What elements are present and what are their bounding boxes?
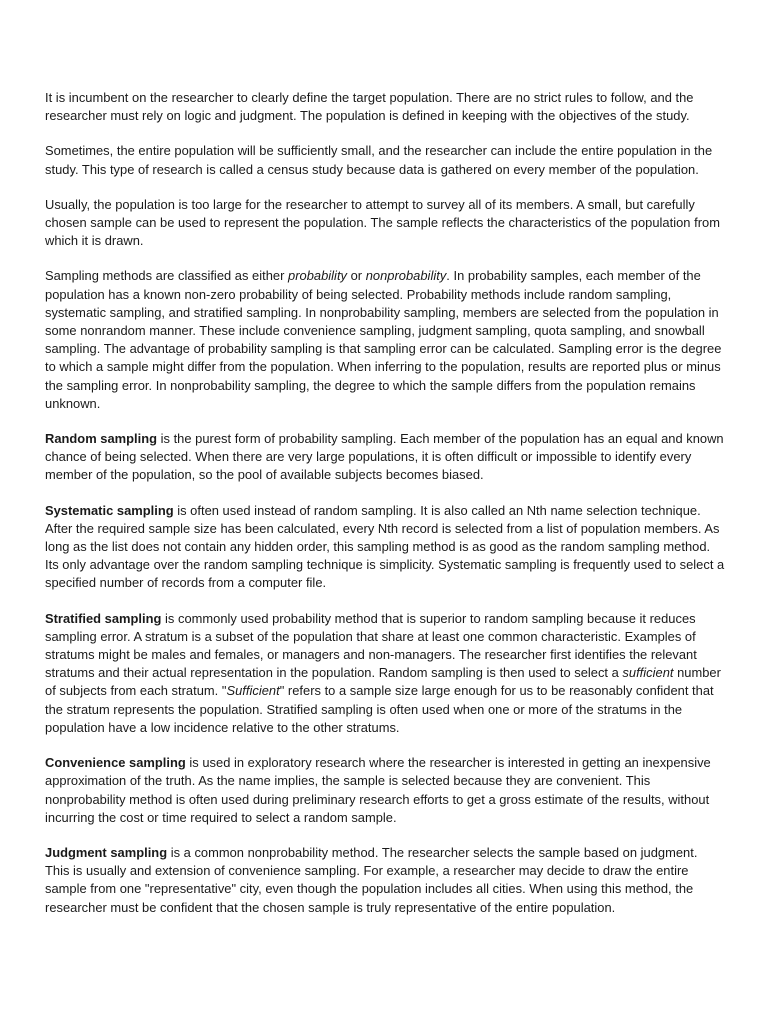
document-body xyxy=(45,89,725,934)
text-run: " refers to a sample size large enough for us to be reasonably confident that the stratum represents the population. Stratified sampling is often used when one or more of the stratums in the population have a low incidence relative to the other stratums. xyxy=(45,683,714,735)
emphasis-sufficient-quoted: Sufficient xyxy=(226,683,280,699)
term-systematic-sampling: Systematic sampling xyxy=(45,502,174,518)
paragraph-random-sampling xyxy=(45,430,725,485)
paragraph-judgment-sampling xyxy=(45,844,725,917)
paragraph-sampling-methods xyxy=(45,267,725,413)
term-convenience-sampling: Convenience sampling xyxy=(45,755,186,771)
emphasis-probability: probability xyxy=(288,268,348,284)
paragraph-systematic-sampling xyxy=(45,502,725,593)
text-run: is a common nonprobability method. The researcher selects the sample based on judgment. This is usually and extension of convenience sampling. For example, a researcher may decide to draw the entire sample from one "representative" city, even though the population includes all cities. When using this method, the researcher must be confident that the chosen sample is truly representative of the entire population. xyxy=(45,844,698,915)
paragraph-stratified-sampling xyxy=(45,610,725,737)
paragraph-target-population: It is incumbent on the researcher to clearly define the target population. There are no strict rules to follow, and the researcher must rely on logic and judgment. The population is defined in keeping with the objectives of the study. xyxy=(45,90,694,124)
paragraph-convenience-sampling xyxy=(45,754,725,827)
term-random-sampling: Random sampling xyxy=(45,431,158,447)
text-run: Sampling methods are classified as either xyxy=(45,268,289,284)
text-run: is the purest form of probability sampling. Each member of the population has an equal and known chance of being selected. When there are very large populations, it is often difficult or impossible to identify every member of the population, so the pool of available subjects becomes biased. xyxy=(45,431,724,483)
term-judgment-sampling: Judgment sampling xyxy=(45,844,168,860)
paragraph-census-study: Sometimes, the entire population will be sufficiently small, and the researcher can include the entire population in the study. This type of research is called a census study because data is gathered on every member of the population. xyxy=(45,143,713,177)
text-run: is commonly used probability method that is superior to random sampling because it reduces sampling error. A stratum is a subset of the population that share at least one common characteristic. Examples of stratums might be males and females, or managers and non-managers. The researcher first identifies the relevant stratums and their actual representation in the population. Random sampling is then used to select a xyxy=(45,610,697,681)
emphasis-sufficient: sufficient xyxy=(622,665,674,681)
emphasis-nonprobability: nonprobability xyxy=(365,268,447,284)
text-run: is often used instead of random sampling. It is also called an Nth name selection technique. After the required sample size has been calculated, every Nth record is selected from a list of population members. As long as the list does not contain any hidden order, this sampling method is as good as the random sampling method. Its only advantage over the random sampling technique is simplicity. Systematic sampling is frequently used to select a specified number of records from a computer file. xyxy=(45,502,725,591)
text-run: . In probability samples, each member of the population has a known non-zero probability of being selected. Probability methods include random sampling, systematic sampling, and stratified sampling. In nonprobability sampling, members are selected from the population in some nonrandom manner. These include convenience sampling, judgment sampling, quota sampling, and snowball sampling. The advantage of probability sampling is that sampling error can be calculated. Sampling error is the degree to which a sample might differ from the population. When inferring to the population, results are reported plus or minus the sampling error. In nonprobability sampling, the degree to which the sample differs from the population remains unknown. xyxy=(45,268,722,411)
term-stratified-sampling: Stratified sampling xyxy=(45,610,162,626)
text-run: number of subjects from each stratum. " xyxy=(45,665,721,699)
text-run: or xyxy=(347,268,366,284)
paragraph-sample: Usually, the population is too large for the researcher to attempt to survey all of its members. A small, but carefully chosen sample can be used to represent the population. The sample reflects the characteristics of the population from which it is drawn. xyxy=(45,196,720,249)
text-run: is used in exploratory research where the researcher is interested in getting an inexpensive approximation of the truth. As the name implies, the sample is selected because they are convenient. This nonprobability method is often used during preliminary research efforts to get a gross estimate of the results, without incurring the cost or time required to select a random sample. xyxy=(45,755,711,825)
